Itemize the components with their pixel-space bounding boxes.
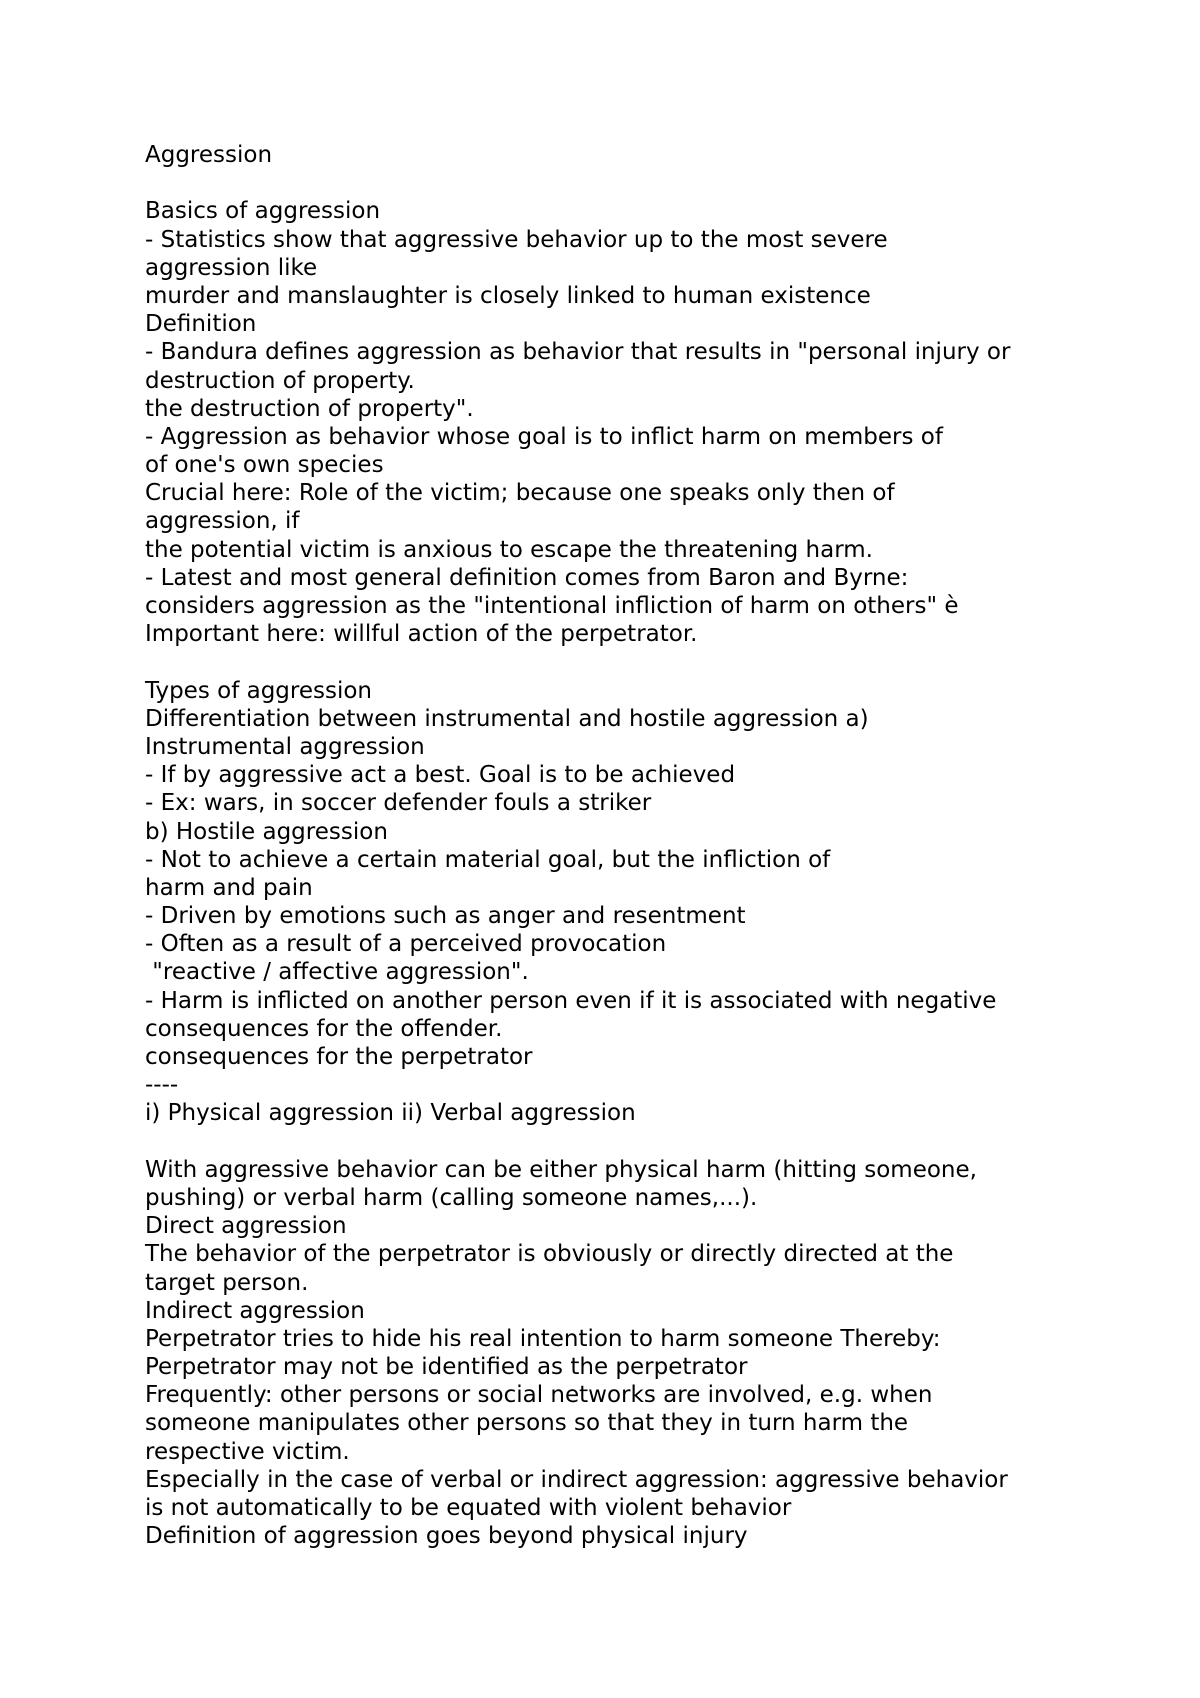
text-line: aggression, if bbox=[145, 508, 300, 535]
text-line: target person. bbox=[145, 1269, 309, 1296]
text-line: respective victim. bbox=[145, 1438, 350, 1465]
text-line: Especially in the case of verbal or indirect aggression: aggressive behavior bbox=[145, 1466, 1008, 1493]
text-line: murder and manslaughter is closely linked to human existence bbox=[145, 282, 871, 309]
text-line: the potential victim is anxious to escape the threatening harm. bbox=[145, 536, 873, 563]
text-line: Indirect aggression bbox=[145, 1297, 365, 1324]
text-line: destruction of property. bbox=[145, 367, 415, 394]
blank-line bbox=[145, 648, 1075, 676]
text-line: With aggressive behavior can be either physical harm (hitting someone, bbox=[145, 1156, 977, 1183]
text-line: of one's own species bbox=[145, 452, 384, 479]
text-line: - If by aggressive act a best. Goal is to be achieved bbox=[145, 762, 736, 789]
text-line: - Driven by emotions such as anger and resentment bbox=[145, 903, 746, 930]
text-line: Definition bbox=[145, 311, 257, 338]
text-line: The behavior of the perpetrator is obviously or directly directed at the bbox=[145, 1241, 954, 1268]
text-line: Crucial here: Role of the victim; because one speaks only then of bbox=[145, 480, 895, 507]
text-line: consequences for the perpetrator bbox=[145, 1044, 533, 1070]
text-line: - Ex: wars, in soccer defender fouls a striker bbox=[145, 790, 652, 817]
text-line: pushing) or verbal harm (calling someone names,...). bbox=[145, 1184, 758, 1211]
text-line: - Bandura defines aggression as behavior that results in "personal injury or bbox=[145, 339, 1011, 366]
text-line: ---- bbox=[145, 1072, 179, 1099]
text-line: - Aggression as behavior whose goal is to inflict harm on members of bbox=[145, 423, 943, 450]
document-title: Aggression bbox=[145, 142, 273, 168]
text-line: Definition of aggression goes beyond physical injury bbox=[145, 1523, 748, 1550]
text-line: harm and pain bbox=[145, 874, 313, 901]
blank-line bbox=[145, 169, 1075, 197]
text-line: Instrumental aggression bbox=[145, 733, 425, 760]
text-line: - Not to achieve a certain material goal, but the infliction of bbox=[145, 846, 831, 873]
document-body bbox=[145, 141, 1075, 1550]
text-line: Types of aggression bbox=[145, 677, 373, 704]
text-line: aggression like bbox=[145, 254, 318, 281]
blank-line bbox=[145, 1128, 1075, 1156]
text-line: Direct aggression bbox=[145, 1213, 347, 1240]
text-line: - Latest and most general definition comes from Baron and Byrne: bbox=[145, 564, 909, 591]
text-line: Important here: willful action of the perpetrator. bbox=[145, 621, 698, 648]
text-line: b) Hostile aggression bbox=[145, 818, 388, 845]
text-line: - Statistics show that aggressive behavior up to the most severe bbox=[145, 226, 888, 253]
text-line: - Harm is inflicted on another person even if it is associated with negative bbox=[145, 987, 997, 1014]
text-line: is not automatically to be equated with violent behavior bbox=[145, 1495, 792, 1521]
text-line: the destruction of property". bbox=[145, 395, 474, 422]
text-line: Basics of aggression bbox=[145, 198, 381, 225]
text-line: i) Physical aggression ii) Verbal aggression bbox=[145, 1100, 636, 1127]
text-line: someone manipulates other persons so that they in turn harm the bbox=[145, 1410, 909, 1437]
document-lines bbox=[145, 197, 1075, 1550]
text-line: consequences for the offender. bbox=[145, 1015, 503, 1042]
text-line: Differentiation between instrumental and hostile aggression a) bbox=[145, 705, 869, 732]
text-line: - Often as a result of a perceived provocation bbox=[145, 931, 667, 958]
text-line: considers aggression as the "intentional infliction of harm on others" è bbox=[145, 593, 959, 619]
text-line: Frequently: other persons or social networks are involved, e.g. when bbox=[145, 1382, 933, 1409]
text-line: Perpetrator may not be identified as the perpetrator bbox=[145, 1354, 748, 1381]
text-line: "reactive / affective aggression". bbox=[145, 959, 529, 986]
text-line: Perpetrator tries to hide his real intention to harm someone Thereby: bbox=[145, 1325, 941, 1352]
